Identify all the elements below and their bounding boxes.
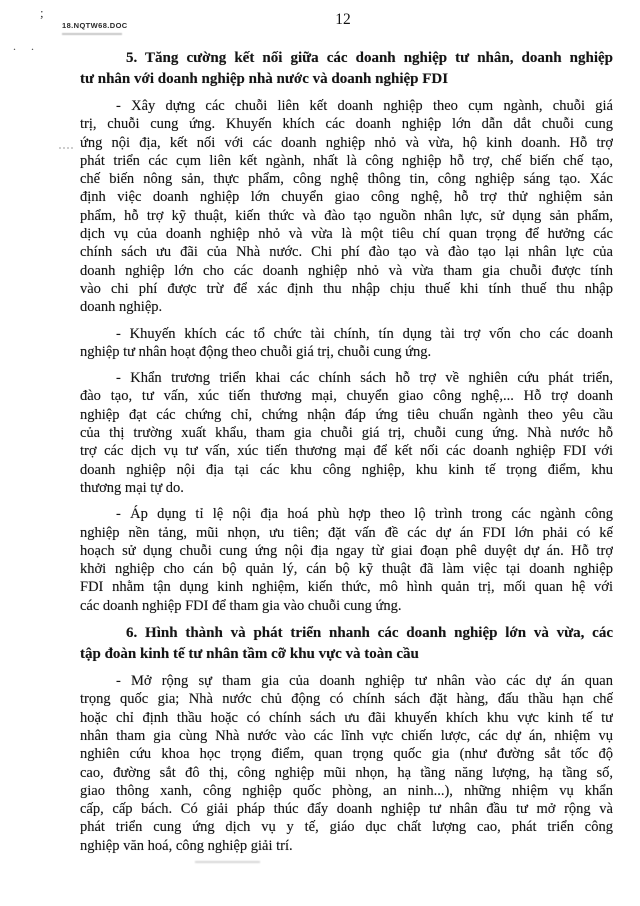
text-line: phẩm, hỗ trợ kỹ thuật, kiến thức và đào tạo nguồn nhân lực, sử dụng sản phẩm, xyxy=(80,207,613,224)
document-body xyxy=(80,48,613,855)
text-line: định việc doanh nghiệp lớn chuyển giao công nghệ, hỗ trợ thử nghiệm sản xyxy=(80,189,613,206)
text-line: - Áp dụng tỉ lệ nội địa hoá phù hợp theo lộ trình trong các ngành công xyxy=(116,506,613,523)
text-line: nghiệp nền tảng, mũi nhọn, ưu tiên; đặt vấn đề các dự án FDI lớn phải có kế xyxy=(80,524,613,541)
text-line: phát triển cung ứng dịch vụ y tế, giáo dục chất lượng cao, phát triển công xyxy=(80,819,613,836)
text-line: ứng nội địa, kết nối với các doanh nghiệp nhỏ và vừa, hộ kinh doanh. Hỗ trợ xyxy=(80,134,613,151)
paragraph xyxy=(80,97,613,317)
text-line: nhân tham gia cùng Nhà nước vào các lĩnh vực chiến lược, các dự án, nhiệm vụ xyxy=(80,727,613,744)
text-line: 5. Tăng cường kết nối giữa các doanh nghiệp tư nhân, doanh nghiệp xyxy=(126,50,613,66)
section-heading xyxy=(80,623,613,664)
text-line: - Xây dựng các chuỗi liên kết doanh nghiệp theo cụm ngành, chuỗi giá xyxy=(116,98,613,114)
text-line: doanh nghiệp lớn cho các doanh nghiệp nhỏ và vừa tham gia chuỗi được tính xyxy=(80,262,613,279)
text-line: chính sách ưu đãi của Nhà nước. Chi phí đào tạo và đào tạo lại nhân lực của xyxy=(80,244,613,261)
text-line: hoạch sử dụng chuỗi cung ứng nội địa ngay từ giai đoạn phê duyệt dự án. Hỗ trợ xyxy=(80,542,613,559)
paragraph xyxy=(80,505,613,615)
text-line: các doanh nghiệp FDI để tham gia vào chuỗi cung ứng. xyxy=(80,597,402,614)
text-line: phát triển các cụm liên kết ngành, nhất là công nghiệp hỗ trợ, chế biến chế tạo, xyxy=(80,152,613,169)
paragraph xyxy=(80,369,613,497)
paragraph xyxy=(80,672,613,855)
text-line: tập đoàn kinh tế tư nhân tầm cỡ khu vực và toàn cầu xyxy=(80,645,419,662)
text-line: chế biến nông sản, thực phẩm, công nghệ thông tin, công nghiệp sáng tạo. Xác xyxy=(80,171,613,188)
text-line: vào chi phí được trừ để xác định thu nhập chịu thuế khi tính thuế thu nhập xyxy=(80,280,613,297)
text-line: khởi nghiệp cho cán bộ quản lý, cán bộ kỹ thuật đã làm việc tại doanh nghiệp xyxy=(80,561,613,578)
paragraph xyxy=(80,325,613,362)
scan-smudge xyxy=(62,33,122,35)
text-line: cao, đường sắt đô thị, công nghiệp mũi nhọn, hạ tầng năng lượng, hạ tầng số, xyxy=(80,764,613,781)
text-line: đào tạo, tư vấn, xúc tiến thương mại, chuyển giao công nghệ,... Hỗ trợ doanh xyxy=(80,388,613,405)
scan-artifact-dots: . . xyxy=(13,39,40,53)
text-line: dịch vụ của doanh nghiệp nhỏ và vừa là một tiêu chí quan trọng để hưởng các xyxy=(80,226,613,243)
text-line: tư nhân với doanh nghiệp nhà nước và doanh nghiệp FDI xyxy=(80,70,449,87)
scan-artifact-mark: ; xyxy=(40,5,44,20)
text-line: nghiệp văn hoá, công nghiệp giải trí. xyxy=(80,837,293,854)
text-line: giao thông xanh, công nghiệp quốc phòng, an ninh...), những nhiệm vụ khẩn xyxy=(80,782,613,799)
text-line: - Khuyến khích các tổ chức tài chính, tín dụng tài trợ vốn cho các doanh xyxy=(116,325,613,342)
document-code-header: 18.NQTW68.DOC xyxy=(62,21,128,30)
text-line: hoặc chỉ định thầu hoặc có chính sách ưu đãi khuyến khích khu vực kinh tế tư xyxy=(80,709,613,726)
section-heading xyxy=(80,48,613,89)
text-line: trọng quốc gia; Nhà nước chủ động có chính sách đặt hàng, đấu thầu hạn chế xyxy=(80,691,613,708)
scan-artifact-dash xyxy=(59,147,73,151)
text-line: của thị trường xuất khẩu, tham gia chuỗi giá trị, chuỗi cung ứng. Nhà nước hỗ xyxy=(80,425,613,442)
page-number: 12 xyxy=(335,11,351,28)
text-line: trị, chuỗi cung ứng. Khuyến khích các doanh nghiệp lớn dẫn dắt chuỗi cung xyxy=(80,116,613,133)
text-line: 6. Hình thành và phát triển nhanh các doanh nghiệp lớn và vừa, các xyxy=(126,625,613,642)
text-line: - Khẩn trương triển khai các chính sách hỗ trợ về nghiên cứu phát triển, xyxy=(116,370,613,387)
text-line: trợ các dịch vụ tư vấn, xúc tiến thương mại để kết nối các doanh nghiệp FDI với xyxy=(80,443,613,460)
text-line: cấp, cấp bách. Có giải pháp thúc đẩy doanh nghiệp tư nhân đầu tư mở rộng và xyxy=(80,801,613,818)
text-line: thương mại tự do. xyxy=(80,479,184,496)
text-line: doanh nghiệp. xyxy=(80,299,163,316)
text-line: nghiệp tư nhân hoạt động theo chuỗi giá trị, chuỗi cung ứng. xyxy=(80,343,432,360)
scan-smudge-bottom xyxy=(195,861,260,863)
text-line: - Mở rộng sự tham gia của doanh nghiệp tư nhân vào các dự án quan xyxy=(116,673,613,690)
text-line: FDI nhằm tận dụng kinh nghiệm, kiến thức, mô hình quản trị, mối quan hệ với xyxy=(80,579,613,596)
text-line: nghiệp đạt các chứng chỉ, chứng nhận đáp ứng tiêu chuẩn ngành theo yêu cầu xyxy=(80,406,613,423)
text-line: nghiên cứu khoa học trọng điểm, quan trọng quốc gia (như đường sắt tốc độ xyxy=(80,746,613,763)
text-line: doanh nghiệp nội địa tại các khu công nghiệp, khu kinh tế trọng điểm, khu xyxy=(80,461,613,478)
